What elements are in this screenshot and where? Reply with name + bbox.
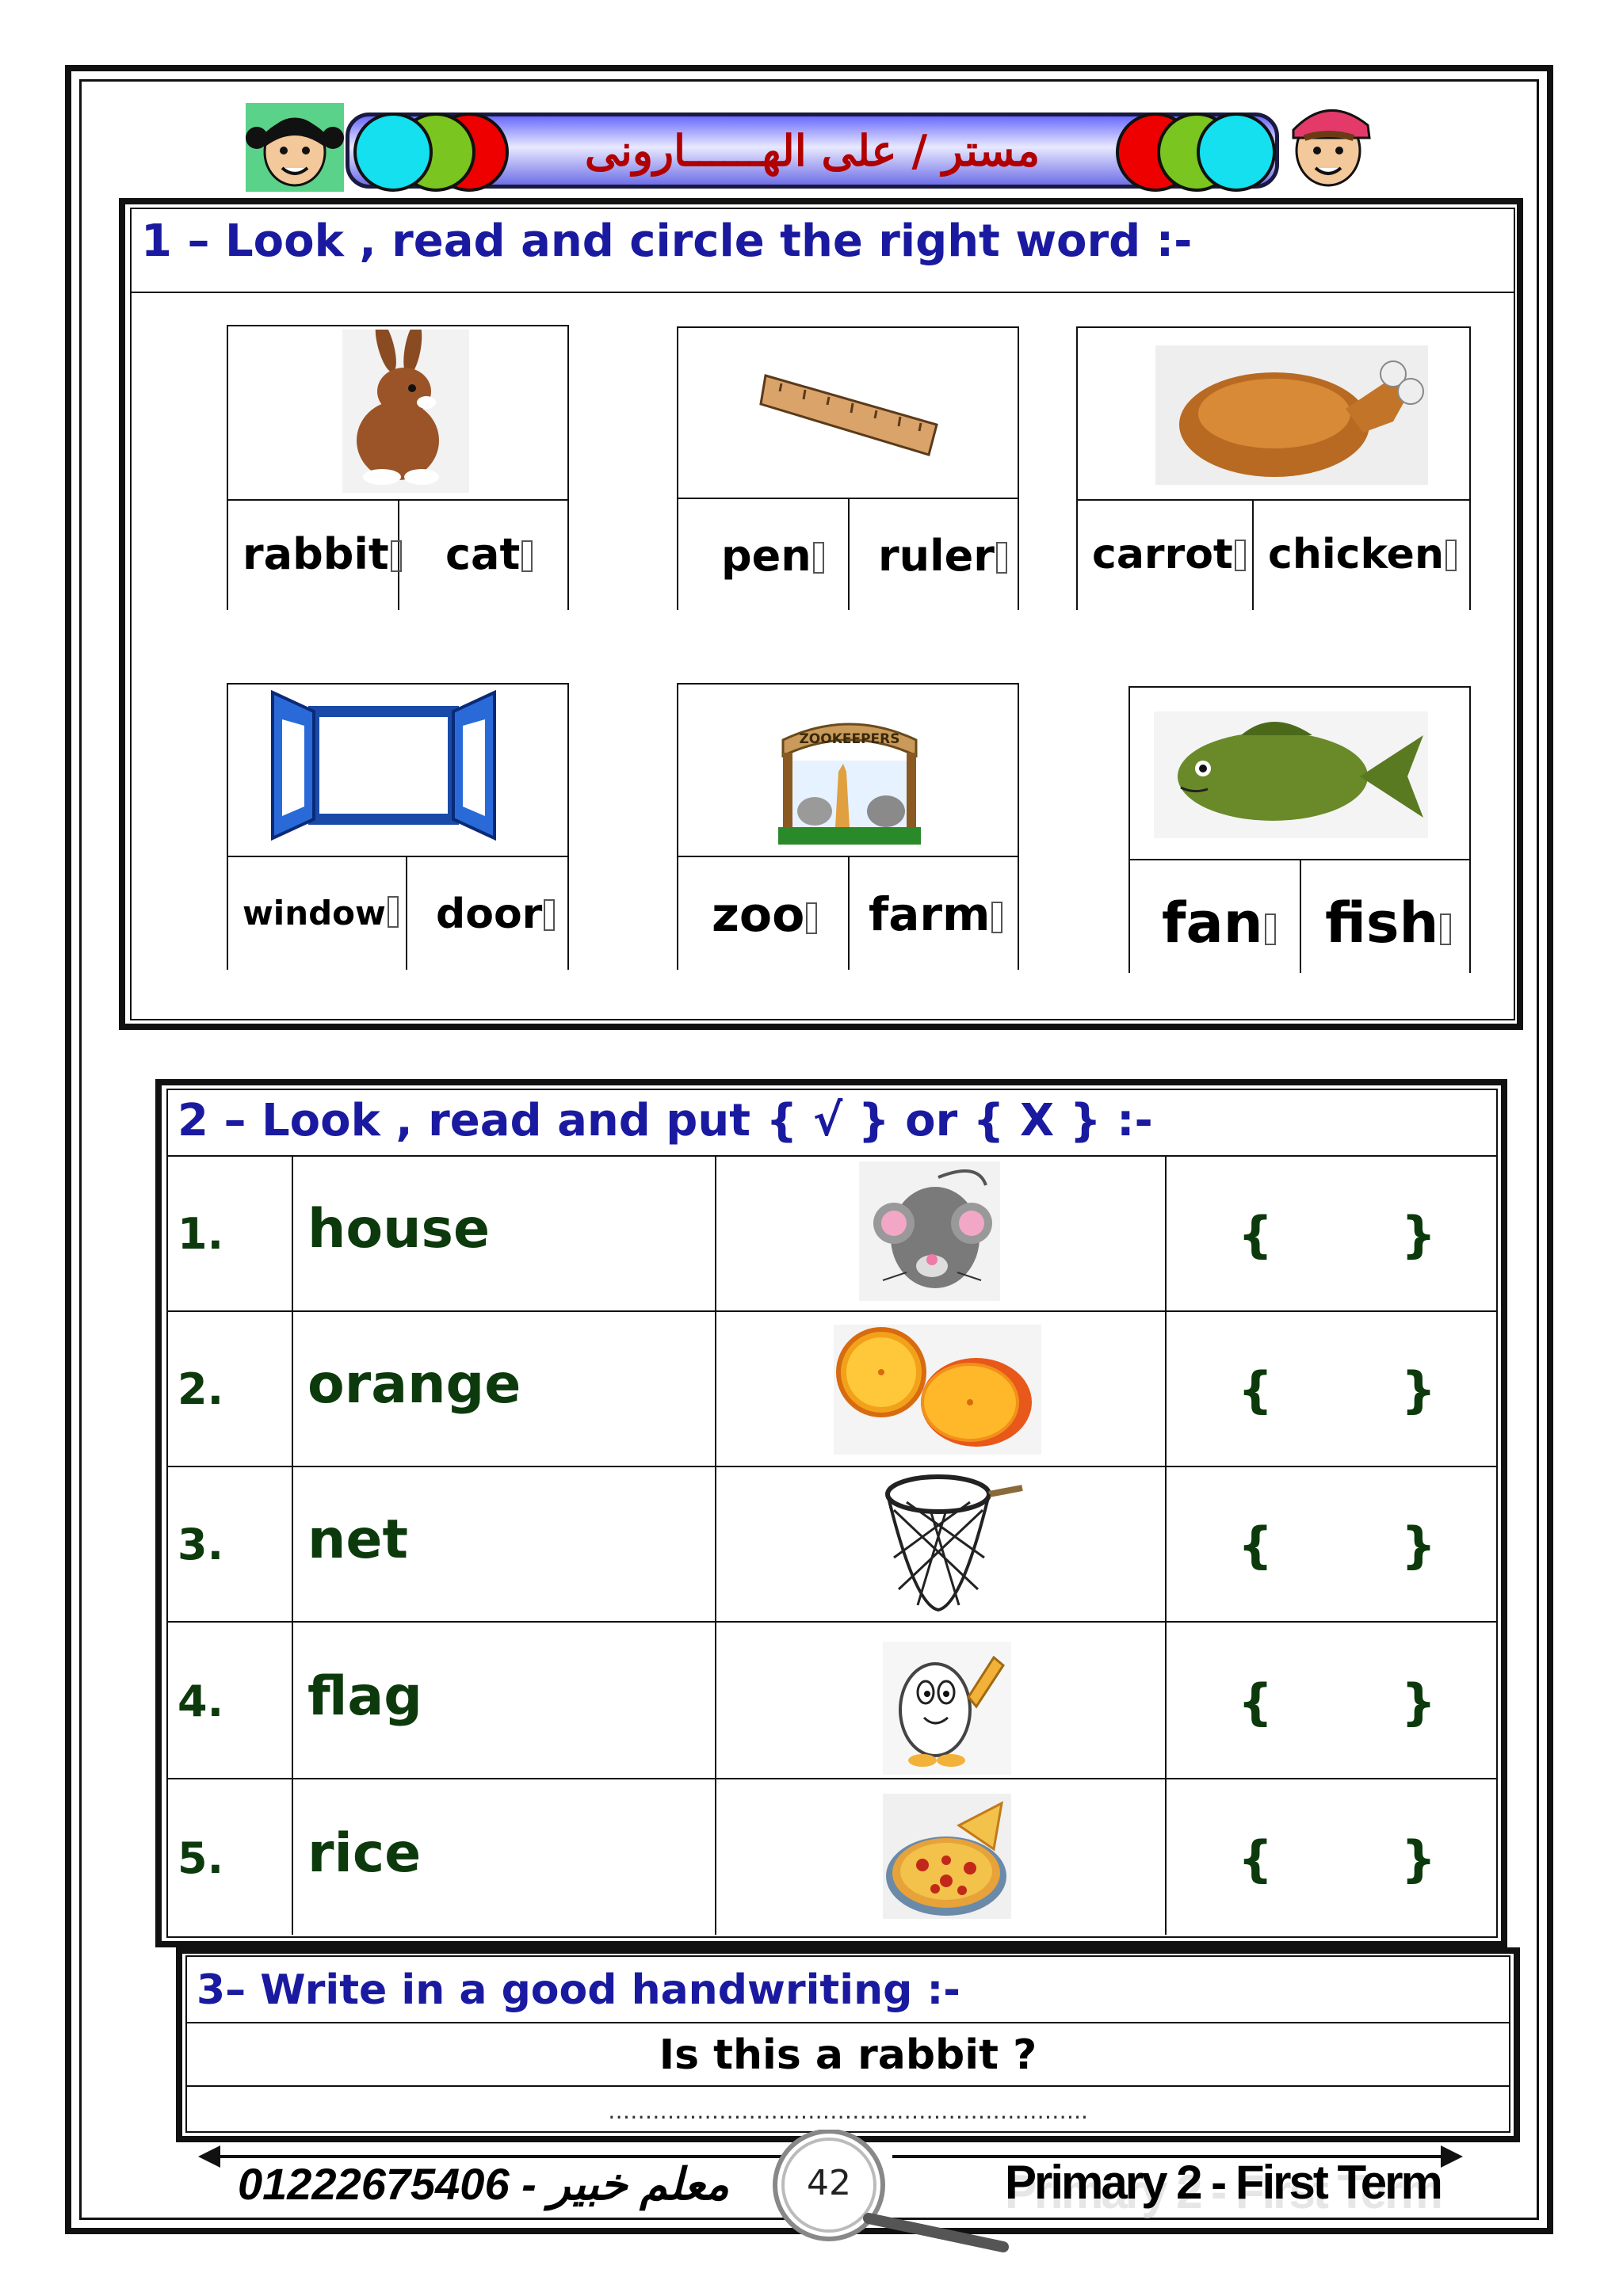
card-divider	[848, 856, 850, 970]
table-line	[292, 1155, 293, 1935]
card-divider	[406, 856, 407, 970]
window-picture	[271, 688, 496, 843]
answer-slot[interactable]	[1268, 1672, 1395, 1735]
table-line	[166, 1466, 1498, 1467]
answer-slot[interactable]	[1268, 1829, 1395, 1892]
ruler-picture	[758, 360, 940, 463]
option-chicken[interactable]: chicken	[1268, 531, 1457, 578]
girl-cartoon-left	[246, 103, 344, 192]
section1-title: 1 – Look , read and circle the right word :-	[141, 215, 1193, 267]
answer-close-brace: }	[1401, 1673, 1437, 1731]
answer-close-brace: }	[1401, 1516, 1437, 1574]
cyan-circle-right	[1197, 113, 1276, 192]
table-line	[1165, 1155, 1167, 1935]
row-number: 3.	[178, 1520, 224, 1569]
option-door[interactable]: door	[436, 891, 555, 938]
page-number: 42	[807, 2163, 851, 2203]
answer-open-brace: {	[1238, 1830, 1274, 1888]
writing-line[interactable]: ………………………………………………………..	[608, 2098, 1088, 2124]
option-fish[interactable]: fish	[1325, 891, 1451, 955]
answer-open-brace: {	[1238, 1673, 1274, 1731]
picture-area	[228, 326, 567, 501]
picture-area	[228, 685, 567, 857]
answer-open-brace: {	[1238, 1206, 1274, 1264]
picture-area	[1078, 328, 1469, 501]
row-number: 1.	[178, 1209, 224, 1259]
section3-title: 3– Write in a good handwriting :-	[197, 1966, 960, 2014]
option-pen[interactable]: pen	[721, 531, 824, 581]
card-divider	[1252, 499, 1254, 610]
answer-slot[interactable]	[1268, 1360, 1395, 1423]
option-fan[interactable]: fan	[1162, 891, 1276, 955]
answer-slot[interactable]	[1268, 1204, 1395, 1268]
boy-cartoon-right	[1281, 98, 1376, 193]
picture-area	[1130, 688, 1469, 860]
card-chicken	[1076, 326, 1471, 610]
row-number: 4.	[178, 1676, 224, 1726]
row-number: 5.	[178, 1833, 224, 1883]
answer-close-brace: }	[1401, 1206, 1437, 1264]
table-line	[166, 1310, 1498, 1312]
option-window[interactable]: window	[242, 894, 399, 933]
row-word: house	[307, 1198, 491, 1261]
card-window	[227, 683, 569, 970]
answer-close-brace: }	[1401, 1361, 1437, 1419]
option-cat[interactable]: cat	[445, 529, 533, 579]
rabbit-picture	[342, 330, 469, 493]
option-zoo[interactable]: zoo	[712, 887, 817, 943]
option-ruler[interactable]: ruler	[878, 531, 1007, 581]
zoo-sign-text: ZOOKEEPERS	[799, 731, 900, 747]
card-ruler	[677, 326, 1019, 610]
section2-title: 2 – Look , read and put { √ } or { X } :-	[178, 1095, 1153, 1146]
cyan-circle-left	[353, 113, 433, 192]
answer-slot[interactable]	[1268, 1515, 1395, 1578]
picture-area	[678, 328, 1018, 499]
mouse-picture	[859, 1161, 1000, 1301]
grade-label: Primary 2 - First Term	[1005, 2156, 1441, 2209]
answer-open-brace: {	[1238, 1516, 1274, 1574]
option-carrot[interactable]: carrot	[1092, 531, 1246, 578]
fish-picture	[1154, 711, 1428, 838]
card-divider	[1300, 859, 1301, 973]
model-sentence: Is this a rabbit ?	[659, 2031, 1037, 2079]
orange-picture	[834, 1325, 1041, 1455]
zoo-picture	[767, 708, 932, 848]
option-rabbit[interactable]: rabbit	[242, 529, 402, 579]
net-picture	[883, 1470, 1024, 1618]
table-line	[166, 1155, 1498, 1157]
row-word: rice	[307, 1822, 422, 1885]
answer-open-brace: {	[1238, 1361, 1274, 1419]
table-line	[185, 2022, 1510, 2023]
answer-close-brace: }	[1401, 1830, 1437, 1888]
egg-picture	[883, 1642, 1011, 1775]
card-divider	[848, 498, 850, 610]
row-word: net	[307, 1508, 409, 1571]
option-farm[interactable]: farm	[869, 887, 1002, 941]
card-fish	[1128, 686, 1471, 973]
card-zoo	[677, 683, 1019, 970]
table-line	[166, 1621, 1498, 1623]
teacher-phone: 01222675406 - معلم خبير	[238, 2159, 730, 2209]
arrow-left-icon	[198, 2145, 220, 2168]
chicken-picture	[1155, 345, 1428, 485]
arrow-right-icon	[1441, 2145, 1463, 2168]
row-number: 2.	[178, 1364, 224, 1414]
table-line	[715, 1155, 716, 1935]
table-line	[166, 1778, 1498, 1779]
card-rabbit	[227, 325, 569, 610]
pizza-picture	[883, 1794, 1011, 1919]
picture-area	[678, 685, 1018, 857]
table-line	[185, 2085, 1510, 2087]
row-word: flag	[307, 1665, 422, 1728]
teacher-name: مستر / على الهــــــارونى	[584, 125, 1041, 176]
row-word: orange	[307, 1353, 521, 1416]
